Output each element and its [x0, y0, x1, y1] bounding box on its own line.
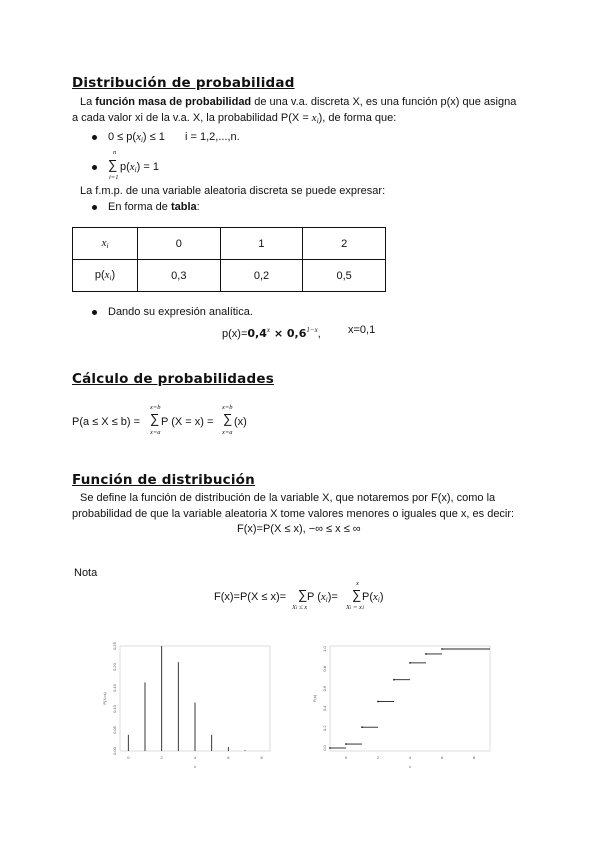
- b2-x: x: [129, 161, 135, 173]
- funcion-line-1: Se define la función de distribución de la variable X, que notaremos por F(x), como la: [80, 492, 496, 504]
- x-tick-label: 8: [260, 755, 263, 760]
- y-tick-label: 0.10: [112, 705, 117, 713]
- ns1b-i: i: [325, 596, 328, 604]
- table-cell: 0,3: [138, 260, 221, 292]
- x-axis-label: x: [194, 764, 196, 769]
- sigma-icon: ∑: [352, 587, 362, 602]
- formula-comma: ,: [317, 328, 321, 340]
- ns2-i: i: [349, 606, 352, 611]
- th-p-post: ): [111, 269, 116, 281]
- cdf-step-point: [377, 701, 379, 703]
- intro-line2-pre: a cada valor xi de la v.a. X, la probabilidad P(X =: [72, 112, 312, 124]
- x-tick-label: 4: [408, 755, 412, 760]
- var-x: x: [311, 112, 317, 124]
- calc-sum2-upper: x=b: [222, 404, 233, 411]
- b2-post: ) = 1: [136, 161, 159, 173]
- formula-a: 0,4: [247, 327, 267, 340]
- bullet-dot: [92, 205, 97, 210]
- intro-line-2: [72, 111, 396, 128]
- cdf-step-point: [329, 747, 331, 749]
- x-tick-label: 6: [440, 755, 444, 760]
- nota-sum2-body: [362, 590, 384, 607]
- x-tick-label: 0: [127, 755, 130, 760]
- probability-table: [72, 227, 386, 292]
- ns1b-post: )=: [327, 591, 338, 603]
- ns1-i: i: [295, 606, 298, 611]
- fmp-text: La f.m.p. de una variable aleatoria discreta se puede expresar:: [80, 185, 386, 197]
- tabla-bold: tabla: [170, 201, 197, 213]
- intro-line2-post: ), de forma que:: [318, 112, 397, 124]
- y-tick-label: 0.0: [322, 745, 327, 751]
- formula-sup-b: 1−x: [306, 326, 318, 334]
- section-title-distribucion: Distribución de probabilidad: [72, 75, 295, 91]
- formula-pre: p(x)=: [222, 328, 248, 340]
- intro-bold-term: función masa de probabilidad: [95, 96, 252, 108]
- ns1b-pre: P (: [307, 591, 321, 603]
- th-i: i: [106, 242, 109, 250]
- ns2b-x: x: [373, 591, 378, 603]
- y-tick-label: 0.4: [322, 705, 327, 712]
- bullet-range-index: i = 1,2,...,n.: [185, 131, 240, 143]
- ns2-x: X: [346, 604, 350, 611]
- table-cell: 1: [220, 228, 303, 260]
- analitica-text: Dando su expresión analítica.: [108, 306, 253, 318]
- b2-i: i: [134, 166, 137, 174]
- x-tick-label: 6: [227, 755, 230, 760]
- x-tick-label: 2: [376, 755, 380, 760]
- b2-pre: p(: [120, 161, 130, 173]
- funcion-line-3: F(x)=P(X ≤ x), −∞ ≤ x ≤ ∞: [237, 523, 361, 535]
- table-header-pxi: [73, 260, 138, 292]
- sum-lower-i1: i=1: [109, 174, 119, 181]
- x-tick-label: 2: [160, 755, 163, 760]
- ns2b-post: ): [379, 591, 384, 603]
- plot-frame: [330, 646, 490, 751]
- sigma-icon: ∑: [223, 411, 233, 426]
- bullet-dot: [92, 135, 97, 140]
- y-tick-label: 0.05: [112, 726, 117, 734]
- table-cell: 0,5: [303, 260, 386, 292]
- var-i: i: [316, 117, 319, 125]
- b1-i: i: [140, 136, 143, 144]
- calc-sum1-body: P (X = x) =: [161, 416, 214, 428]
- table-row: [73, 260, 386, 292]
- sum-upper-n: n: [113, 149, 117, 156]
- bullet-range-condition: [108, 130, 165, 147]
- x-tick-label: 0: [344, 755, 348, 760]
- table-header-xi: [73, 228, 138, 260]
- ns2b-i: i: [377, 596, 380, 604]
- ns1-x: X: [292, 604, 296, 611]
- calc-lhs: P(a ≤ X ≤ b) =: [72, 416, 141, 428]
- cdf-step-point: [393, 679, 395, 681]
- intro-pre: La: [80, 96, 96, 108]
- bullet-dot: [92, 165, 97, 170]
- pmf-chart: [100, 636, 280, 771]
- ns1-post: ≤ x: [297, 604, 308, 611]
- analytic-formula: [222, 323, 321, 341]
- cdf-step-point: [361, 726, 363, 728]
- nota-sum1-body: [307, 590, 338, 607]
- nota-sum1-lower: [292, 604, 307, 611]
- y-tick-label: 0.15: [112, 684, 117, 692]
- formula-sup-a: x: [266, 326, 270, 334]
- th-p-x: x: [104, 269, 110, 281]
- tabla-post: :: [196, 201, 200, 213]
- sigma-icon: ∑: [298, 587, 308, 602]
- ns2-mid: = x: [351, 604, 362, 611]
- tabla-pre: En forma de: [108, 201, 171, 213]
- nota-lhs: F(x)=P(X ≤ x)=: [214, 591, 287, 603]
- formula-domain: x=0,1: [348, 324, 376, 336]
- x-axis-label: x: [409, 764, 411, 769]
- section-title-funcion: Función de distribución: [72, 472, 255, 488]
- formula-mid: × 0,6: [269, 327, 307, 340]
- x-tick-label: 4: [193, 755, 197, 760]
- cdf-chart: [310, 636, 495, 771]
- ns2-sub: 1: [361, 606, 365, 611]
- cdf-step-point: [425, 653, 427, 655]
- th-p-i: i: [109, 274, 112, 282]
- table-cell: 0: [138, 228, 221, 260]
- th-p-pre: p(: [94, 269, 105, 281]
- sum-condition: [120, 160, 159, 177]
- calc-sum1-upper: x=b: [150, 404, 161, 411]
- b1-pre: 0 ≤ p(: [108, 131, 137, 143]
- y-tick-label: 0.6: [322, 685, 327, 692]
- y-tick-label: 0.25: [112, 642, 117, 650]
- ns2b-pre: P(: [362, 591, 373, 603]
- b1-x: x: [136, 131, 141, 143]
- cdf-step-point: [345, 743, 347, 745]
- y-axis-label: F(x): [312, 694, 317, 703]
- calc-sum1-lower: x=a: [150, 429, 161, 436]
- intro-post: de una v.a. discreta X, es una función p(x) que asigna: [251, 96, 517, 108]
- nota-label: Nota: [74, 567, 98, 579]
- cdf-step-point: [441, 648, 443, 650]
- b1-post: ) ≤ 1: [142, 131, 165, 143]
- table-cell: 2: [303, 228, 386, 260]
- ns1b-x: x: [320, 591, 326, 603]
- calc-sum2-lower: x=a: [222, 429, 233, 436]
- funcion-line-2: probabilidad de que la variable aleatoria X tome valores menores o iguales que x, es decir:: [72, 508, 515, 520]
- x-tick-label: 8: [472, 755, 476, 760]
- calc-sum2-body: (x): [234, 416, 247, 428]
- cdf-step-point: [409, 662, 411, 664]
- section-title-calculo: Cálculo de probabilidades: [72, 371, 274, 387]
- bullet-dot: [92, 310, 97, 315]
- sigma-icon: ∑: [150, 411, 160, 426]
- table-row: [73, 228, 386, 260]
- y-tick-label: 1.0: [322, 646, 327, 652]
- y-tick-label: 0.8: [322, 666, 327, 672]
- nota-sum2-upper: x: [356, 580, 359, 587]
- y-axis-label: P(X=x): [102, 692, 107, 705]
- tabla-text: [108, 200, 200, 214]
- y-tick-label: 0.20: [112, 663, 117, 671]
- table-cell: 0,2: [220, 260, 303, 292]
- intro-line-1: [80, 95, 516, 109]
- sigma-icon: ∑: [108, 157, 118, 172]
- th-x: x: [101, 237, 107, 249]
- y-tick-label: 0.00: [112, 747, 117, 755]
- y-tick-label: 0.2: [322, 725, 327, 731]
